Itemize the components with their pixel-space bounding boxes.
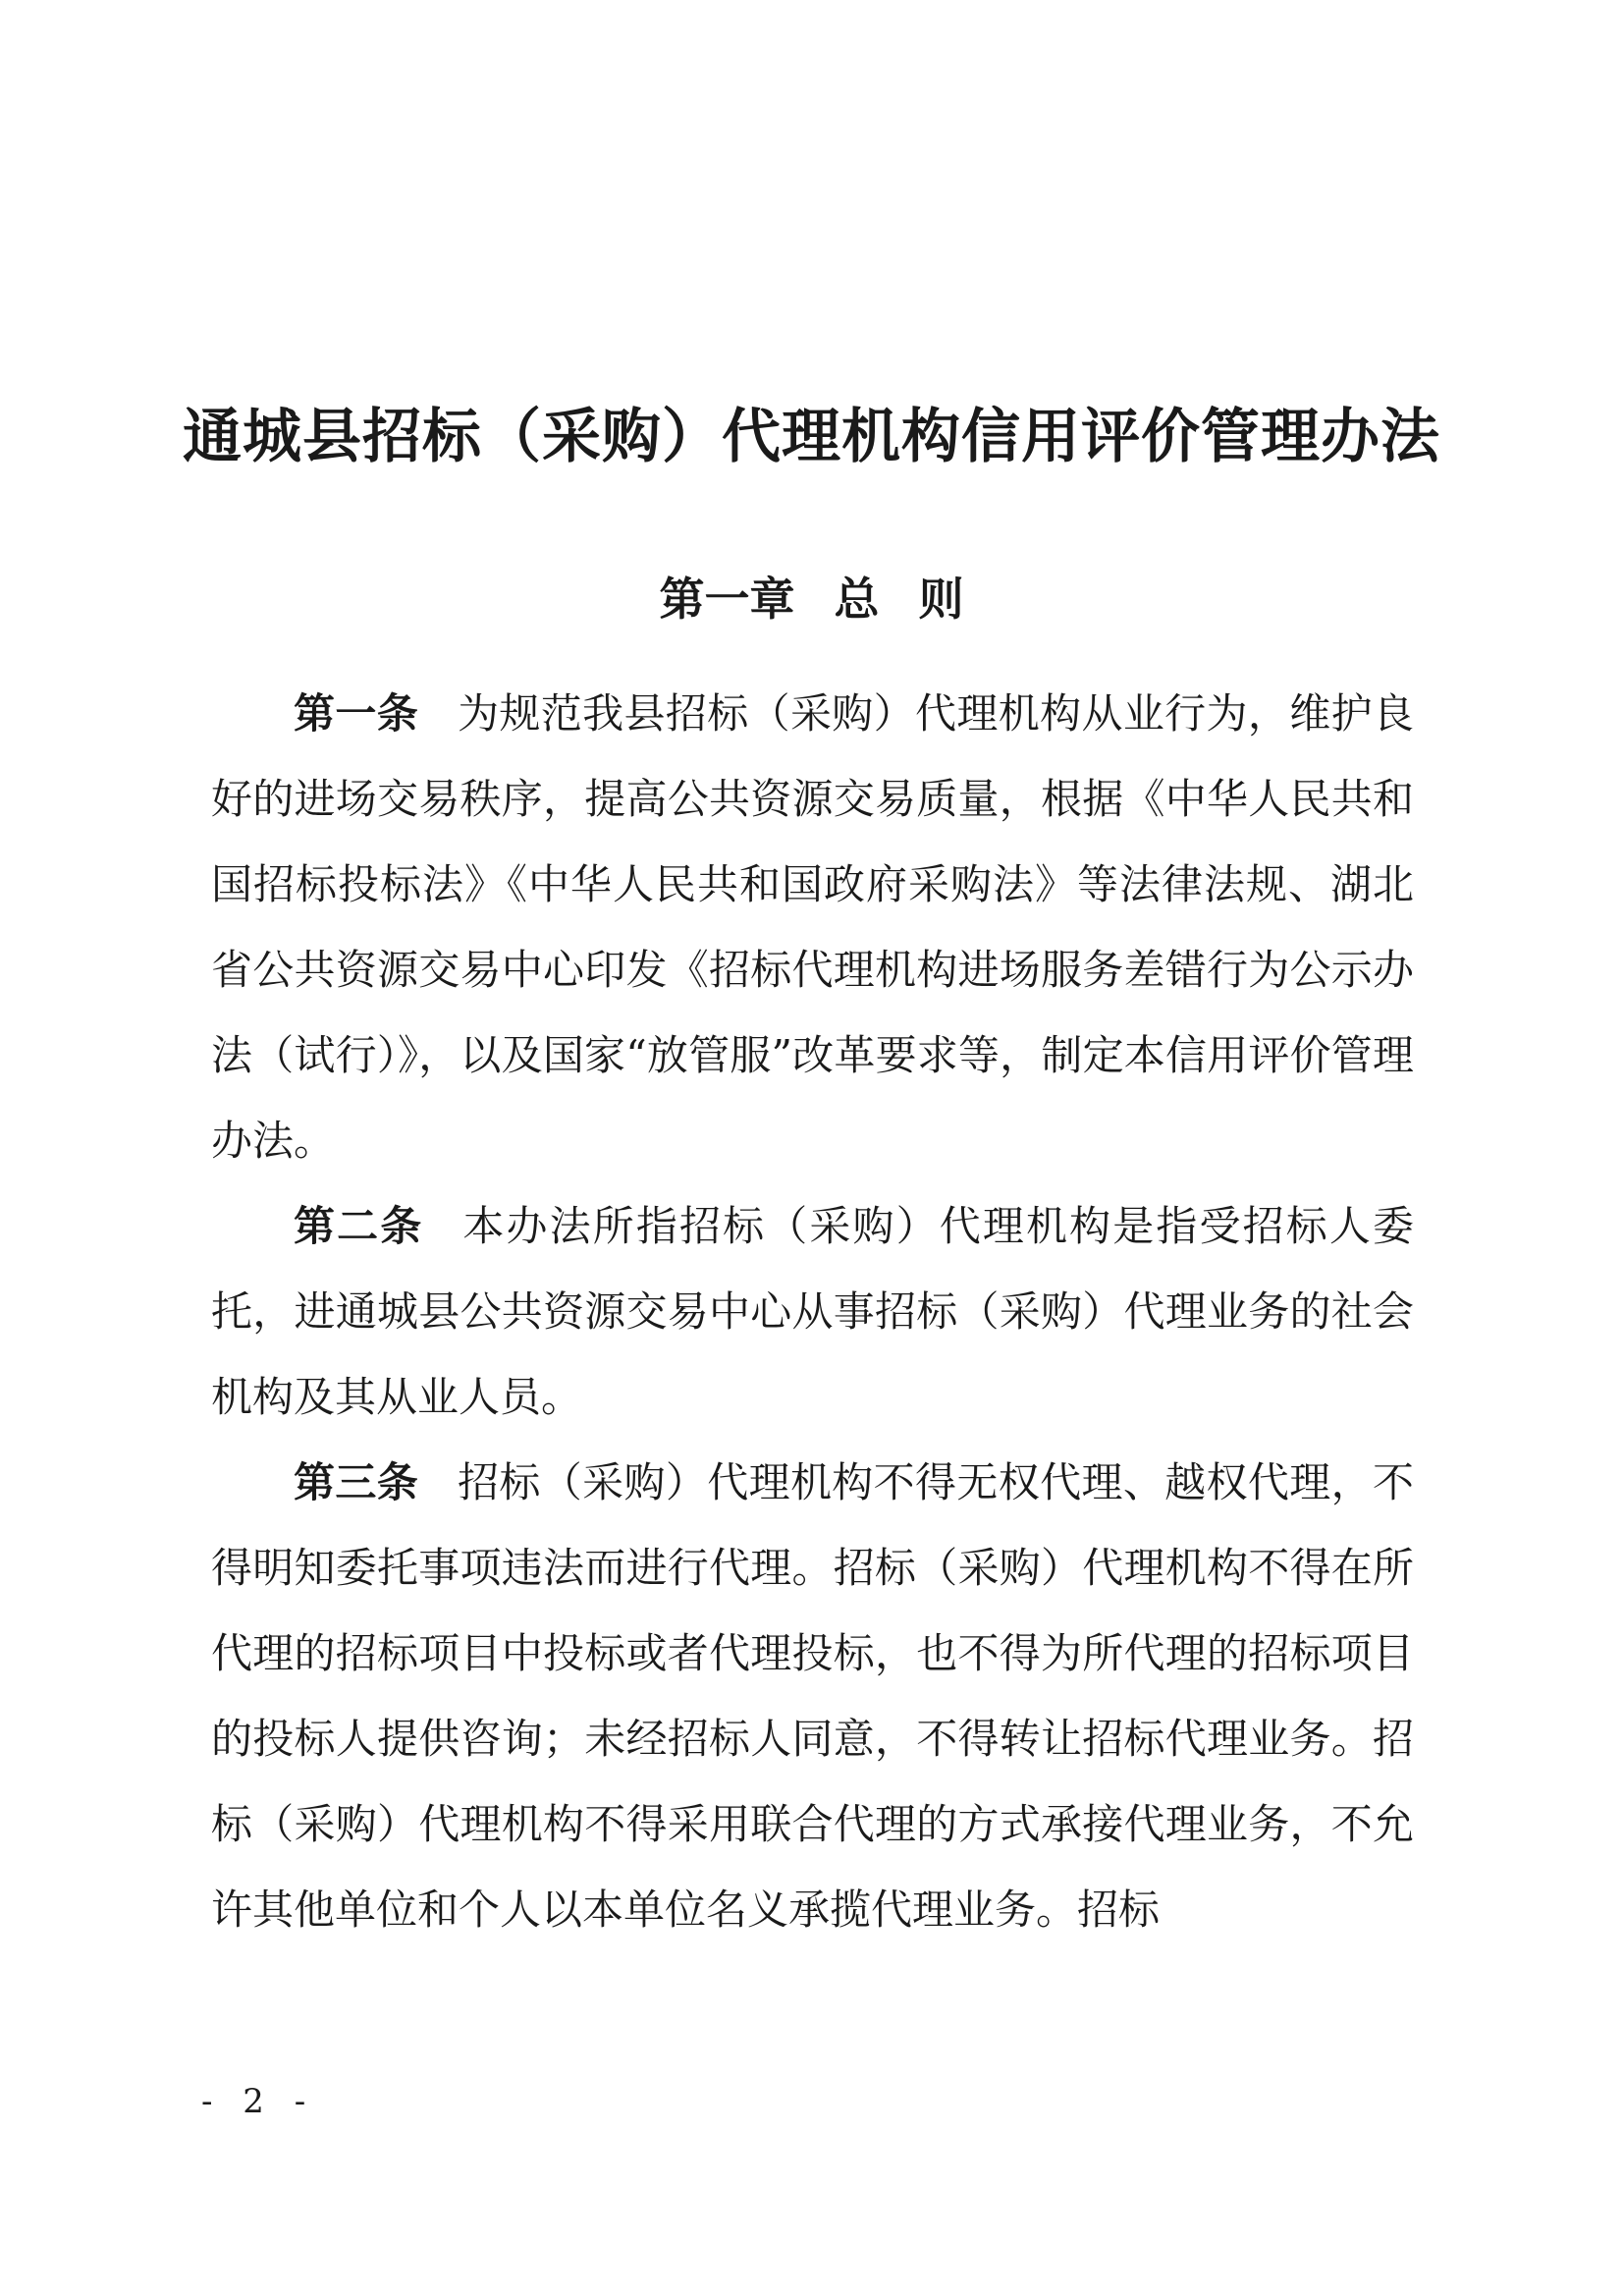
article-2 <box>211 1183 1414 1440</box>
article-2-label: 第二条 <box>294 1202 424 1250</box>
article-3-text: 招标（采购）代理机构不得无权代理、越权代理，不得明知委托事项违法而进行代理。招标（采购）代理机构不得在所代理的招标项目中投标或者代理投标，也不得为所代理的招标项目的投标人提供咨询；未经招标人同意，不得转让招标代理业务。招标（采购）代理机构不得采用联合代理的方式承接代理业务，不允许其他单位和个人以本单位名义承揽代理业务。招标 <box>211 1458 1414 1934</box>
article-1-text: 为规范我县招标（采购）代理机构从业行为，维护良好的进场交易秩序，提高公共资源交易质量，根据《中华人民共和国招标投标法》《中华人民共和国政府采购法》等法律法规、湖北省公共资源交易中心印发《招标代理机构进场服务差错行为公示办法（试行）》，以及国家“放管服”改革要求等，制定本信用评价管理办法。 <box>211 689 1414 1165</box>
chapter-name-part1: 总 <box>834 573 880 626</box>
article-1 <box>211 671 1414 1183</box>
chapter-name-part2: 则 <box>918 573 964 626</box>
article-1-label: 第一条 <box>294 689 419 738</box>
page-number: - 2 - <box>201 2082 316 2121</box>
chapter-number: 第一章 <box>659 573 795 626</box>
chapter-heading <box>147 565 1476 633</box>
article-3-label: 第三条 <box>294 1458 419 1506</box>
article-2-text: 本办法所指招标（采购）代理机构是指受招标人委托，进通城县公共资源交易中心从事招标（采购）代理业务的社会机构及其从业人员。 <box>211 1202 1414 1421</box>
article-3 <box>211 1440 1414 1952</box>
document-title: 通城县招标（采购）代理机构信用评价管理办法 <box>183 403 1440 471</box>
